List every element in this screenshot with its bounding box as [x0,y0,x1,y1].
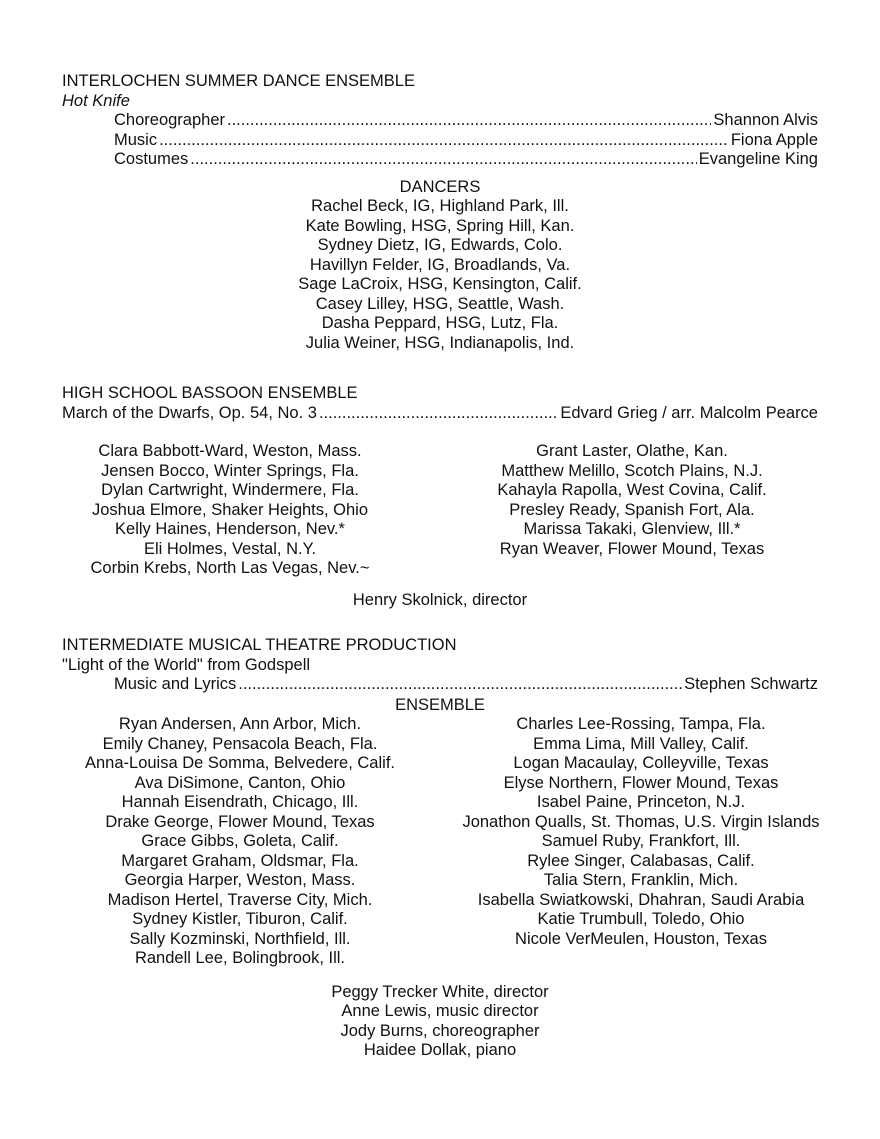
credit-line-costumes [62,150,818,170]
list-item: Clara Babbott-Ward, Weston, Mass. [98,442,362,460]
credit-line-piece [62,404,818,424]
staff-list [62,591,818,611]
list-item: Havillyn Felder, IG, Broadlands, Va. [309,255,571,274]
list-item: Margaret Graham, Oldsmar, Fla. [121,851,359,870]
credit-name: Edvard Grieg / arr. Malcolm Pearce [560,403,818,422]
dance-ensemble-section [62,72,818,353]
group-header: DANCERS [399,177,481,196]
list-item: Anna-Louisa De Somma, Belvedere, Calif. [85,754,395,772]
list-item: Logan Macaulay, Colleyville, Texas [513,754,769,772]
list-item: Presley Ready, Spanish Fort, Ala. [509,500,755,519]
credit-role: Choreographer [114,111,225,129]
member-column-left [50,442,410,579]
list-item: Isabel Paine, Princeton, N.J. [536,793,746,811]
group-header: ENSEMBLE [395,695,485,714]
list-item: Katie Trumbull, Toledo, Ohio [537,910,745,928]
credit-line-music [62,131,818,151]
piece-title: "Light of the World" from Godspell [62,655,311,674]
section-title: HIGH SCHOOL BASSOON ENSEMBLE [62,384,358,402]
staff-item: Anne Lewis, music director [341,1002,539,1020]
credit-line-choreographer [62,111,818,131]
credit-role: Costumes [114,150,189,168]
staff-item: Jody Burns, choreographer [340,1021,540,1040]
credit-name: Stephen Schwartz [684,675,818,693]
staff-list [62,983,818,1061]
member-columns [62,715,818,969]
list-item: Sally Kozminski, Northfield, Ill. [129,929,351,948]
dot-leader [319,404,558,424]
list-item: Rylee Singer, Calabasas, Calif. [527,851,755,870]
list-item: Kelly Haines, Henderson, Nev.* [115,520,345,538]
list-item: Isabella Swiatkowski, Dhahran, Saudi Arabia [477,890,805,909]
list-item: Sydney Dietz, IG, Edwards, Colo. [317,236,563,254]
credit-name: Shannon Alvis [713,111,818,129]
list-item: Talia Stern, Franklin, Mich. [543,871,739,889]
list-item: Elyse Northern, Flower Mound, Texas [503,773,779,792]
member-column-right [436,715,846,969]
list-item: Grant Laster, Olathe, Kan. [536,442,728,460]
list-item: Emma Lima, Mill Valley, Calif. [533,734,749,753]
list-item: Drake George, Flower Mound, Texas [105,812,375,831]
list-item: Matthew Melillo, Scotch Plains, N.J. [501,461,763,480]
list-item: Eli Holmes, Vestal, N.Y. [143,539,317,558]
list-item: Corbin Krebs, North Las Vegas, Nev.~ [90,559,370,577]
musical-theatre-section [62,636,818,1061]
credit-role: March of the Dwarfs, Op. 54, No. 3 [62,403,317,422]
credit-name: Fiona Apple [730,130,818,149]
list-item: Grace Gibbs, Goleta, Calif. [141,832,339,850]
member-column-left [50,715,430,969]
list-item: Kate Bowling, HSG, Spring Hill, Kan. [305,216,575,235]
list-item: Marissa Takaki, Glenview, Ill.* [523,520,741,538]
list-item: Joshua Elmore, Shaker Heights, Ohio [91,500,369,519]
list-item: Hannah Eisendrath, Chicago, Ill. [121,793,359,811]
list-item: Dylan Cartwright, Windermere, Fla. [101,481,359,499]
list-item: Dasha Peppard, HSG, Lutz, Fla. [321,314,559,332]
dancer-list [62,197,818,353]
list-item: Casey Lilley, HSG, Seattle, Wash. [315,294,565,313]
piece-title: Hot Knife [62,91,130,110]
credit-line-music-lyrics [62,675,818,695]
program-page [62,72,818,1080]
credit-name: Evangeline King [698,150,818,168]
bassoon-ensemble-section [62,384,818,610]
list-item: Julia Weiner, HSG, Indianapolis, Ind. [305,333,575,352]
member-columns [62,442,818,579]
list-item: Sydney Kistler, Tiburon, Calif. [132,910,348,928]
dot-leader [227,111,711,131]
list-item: Madison Hertel, Traverse City, Mich. [107,890,373,909]
list-item: Ava DiSimone, Canton, Ohio [134,773,346,792]
section-title: INTERMEDIATE MUSICAL THEATRE PRODUCTION [62,636,457,654]
list-item: Nicole VerMeulen, Houston, Texas [515,929,767,948]
list-item: Samuel Ruby, Frankfort, Ill. [541,832,741,850]
list-item: Jensen Bocco, Winter Springs, Fla. [101,461,359,480]
list-item: Jonathon Qualls, St. Thomas, U.S. Virgin Islands [462,812,820,831]
list-item: Randell Lee, Bolingbrook, Ill. [134,949,346,967]
staff-item: Haidee Dollak, piano [363,1041,517,1059]
credit-role: Music [114,130,158,149]
credit-role: Music and Lyrics [114,675,237,693]
list-item: Ryan Andersen, Ann Arbor, Mich. [118,715,362,733]
list-item: Ryan Weaver, Flower Mound, Texas [499,539,765,558]
dot-leader [190,150,696,170]
list-item: Emily Chaney, Pensacola Beach, Fla. [102,734,378,753]
list-item: Sage LaCroix, HSG, Kensington, Calif. [298,275,582,293]
member-column-right [462,442,802,579]
dot-leader [238,675,682,695]
staff-item: Peggy Trecker White, director [331,982,549,1001]
list-item: Georgia Harper, Weston, Mass. [124,871,356,889]
staff-item: Henry Skolnick, director [352,590,528,609]
dot-leader [159,131,729,151]
list-item: Kahayla Rapolla, West Covina, Calif. [497,481,767,499]
list-item: Charles Lee-Rossing, Tampa, Fla. [516,715,766,733]
list-item: Rachel Beck, IG, Highland Park, Ill. [311,197,569,215]
section-title: INTERLOCHEN SUMMER DANCE ENSEMBLE [62,72,415,90]
